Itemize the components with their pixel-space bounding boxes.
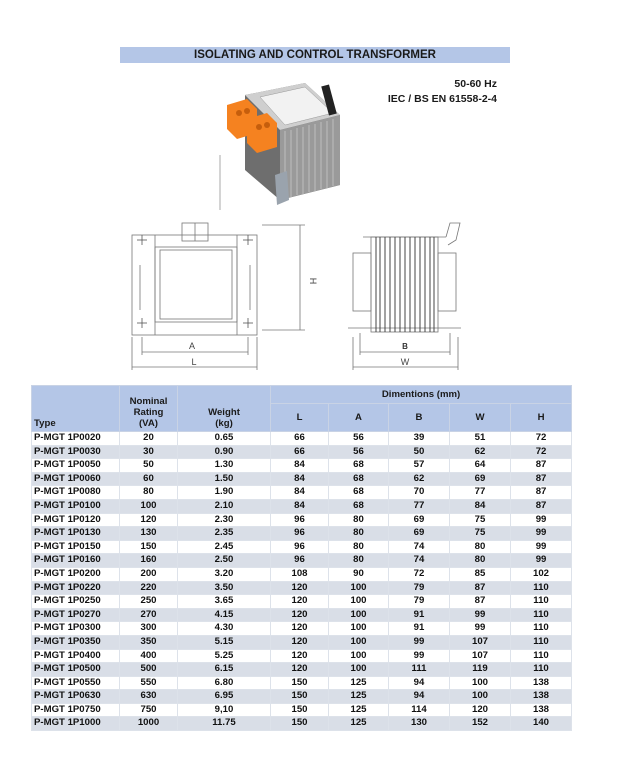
- cell-l: 120: [271, 649, 329, 663]
- cell-type: P-MGT 1P0160: [32, 554, 120, 568]
- cell-weight: 11.75: [178, 717, 271, 731]
- cell-b: 74: [389, 540, 450, 554]
- cell-weight: 4.30: [178, 622, 271, 636]
- cell-l: 150: [271, 690, 329, 704]
- header-weight: [178, 386, 271, 432]
- cell-w: 99: [450, 608, 511, 622]
- table-row: [32, 581, 572, 595]
- header-a: A: [329, 404, 389, 432]
- cell-l: 66: [271, 432, 329, 446]
- cell-rating: 400: [120, 649, 178, 663]
- cell-w: 107: [450, 649, 511, 663]
- cell-weight: 6.15: [178, 663, 271, 677]
- cell-weight: 2.35: [178, 527, 271, 541]
- cell-b: 130: [389, 717, 450, 731]
- cell-b: 62: [389, 472, 450, 486]
- cell-h: 99: [511, 527, 572, 541]
- cell-l: 120: [271, 608, 329, 622]
- cell-b: 79: [389, 595, 450, 609]
- cell-type: P-MGT 1P0300: [32, 622, 120, 636]
- document-title: ISOLATING AND CONTROL TRANSFORMER: [120, 47, 510, 63]
- cell-w: 99: [450, 622, 511, 636]
- standard-spec: IEC / BS EN 61558-2-4: [387, 93, 497, 105]
- cell-a: 100: [329, 622, 389, 636]
- cell-l: 84: [271, 472, 329, 486]
- cell-weight: 1.90: [178, 486, 271, 500]
- table-row: [32, 567, 572, 581]
- cell-h: 140: [511, 717, 572, 731]
- cell-b: 111: [389, 663, 450, 677]
- cell-l: 150: [271, 703, 329, 717]
- cell-rating: 20: [120, 432, 178, 446]
- cell-rating: 300: [120, 622, 178, 636]
- cell-l: 120: [271, 595, 329, 609]
- cell-rating: 200: [120, 567, 178, 581]
- cell-b: 77: [389, 499, 450, 513]
- cell-l: 96: [271, 527, 329, 541]
- table-row: [32, 445, 572, 459]
- cell-h: 72: [511, 445, 572, 459]
- table-row: [32, 703, 572, 717]
- cell-a: 56: [329, 432, 389, 446]
- cell-rating: 150: [120, 540, 178, 554]
- cell-l: 120: [271, 635, 329, 649]
- cell-a: 100: [329, 663, 389, 677]
- cell-type: P-MGT 1P0220: [32, 581, 120, 595]
- cell-w: 87: [450, 595, 511, 609]
- cell-weight: 0.65: [178, 432, 271, 446]
- cell-h: 138: [511, 690, 572, 704]
- cell-type: P-MGT 1P0030: [32, 445, 120, 459]
- cell-h: 110: [511, 635, 572, 649]
- cell-rating: 220: [120, 581, 178, 595]
- header-nominal-rating: [120, 386, 178, 432]
- cell-rating: 130: [120, 527, 178, 541]
- dimension-label-h: H: [308, 277, 318, 285]
- cell-b: 74: [389, 554, 450, 568]
- table-row: [32, 527, 572, 541]
- header-w: W: [450, 404, 511, 432]
- header-dimensions: Dimentions (mm): [271, 386, 572, 404]
- cell-h: 99: [511, 513, 572, 527]
- cell-l: 84: [271, 499, 329, 513]
- cell-rating: 160: [120, 554, 178, 568]
- cell-b: 69: [389, 527, 450, 541]
- cell-type: P-MGT 1P0750: [32, 703, 120, 717]
- cell-h: 99: [511, 540, 572, 554]
- cell-rating: 250: [120, 595, 178, 609]
- cell-rating: 30: [120, 445, 178, 459]
- cell-w: 107: [450, 635, 511, 649]
- cell-a: 100: [329, 595, 389, 609]
- cell-a: 68: [329, 472, 389, 486]
- cell-b: 94: [389, 690, 450, 704]
- cell-a: 80: [329, 513, 389, 527]
- table-row: [32, 622, 572, 636]
- cell-w: 64: [450, 459, 511, 473]
- cell-type: P-MGT 1P0050: [32, 459, 120, 473]
- cell-h: 110: [511, 608, 572, 622]
- table-row: [32, 540, 572, 554]
- table-row: [32, 635, 572, 649]
- side-view-drawing: [338, 215, 468, 375]
- table-row: [32, 432, 572, 446]
- cell-type: P-MGT 1P0630: [32, 690, 120, 704]
- cell-a: 90: [329, 567, 389, 581]
- cell-rating: 630: [120, 690, 178, 704]
- cell-b: 72: [389, 567, 450, 581]
- cell-w: 87: [450, 581, 511, 595]
- cell-b: 94: [389, 676, 450, 690]
- cell-a: 100: [329, 649, 389, 663]
- cell-b: 69: [389, 513, 450, 527]
- cell-rating: 120: [120, 513, 178, 527]
- table-row: [32, 513, 572, 527]
- cell-a: 100: [329, 635, 389, 649]
- cell-h: 102: [511, 567, 572, 581]
- table-row: [32, 676, 572, 690]
- cell-h: 72: [511, 432, 572, 446]
- cell-l: 120: [271, 622, 329, 636]
- table-row: [32, 649, 572, 663]
- header-weight-line1: Weight: [208, 407, 240, 418]
- cell-type: P-MGT 1P0500: [32, 663, 120, 677]
- cell-type: P-MGT 1P0250: [32, 595, 120, 609]
- dimension-label-b: B: [402, 342, 408, 351]
- cell-a: 125: [329, 703, 389, 717]
- cell-type: P-MGT 1P0550: [32, 676, 120, 690]
- cell-a: 68: [329, 486, 389, 500]
- cell-rating: 350: [120, 635, 178, 649]
- dimension-label-a: A: [188, 341, 196, 351]
- cell-w: 80: [450, 540, 511, 554]
- cell-weight: 2.30: [178, 513, 271, 527]
- cell-b: 91: [389, 608, 450, 622]
- table-row: [32, 499, 572, 513]
- header-rating-line1: Nominal: [129, 396, 168, 407]
- cell-a: 80: [329, 527, 389, 541]
- cell-w: 80: [450, 554, 511, 568]
- specification-table: [31, 385, 572, 731]
- cell-w: 84: [450, 499, 511, 513]
- table-body: [32, 432, 572, 731]
- cell-b: 99: [389, 649, 450, 663]
- cell-l: 120: [271, 663, 329, 677]
- cell-l: 108: [271, 567, 329, 581]
- table-row: [32, 459, 572, 473]
- cell-w: 120: [450, 703, 511, 717]
- cell-a: 56: [329, 445, 389, 459]
- cell-a: 80: [329, 554, 389, 568]
- cell-h: 87: [511, 499, 572, 513]
- header-rating-line2: Rating: [133, 407, 164, 418]
- cell-w: 119: [450, 663, 511, 677]
- cell-h: 87: [511, 472, 572, 486]
- cell-h: 110: [511, 649, 572, 663]
- cell-rating: 500: [120, 663, 178, 677]
- dimension-label-w: W: [400, 357, 410, 367]
- table-row: [32, 690, 572, 704]
- cell-w: 62: [450, 445, 511, 459]
- cell-rating: 550: [120, 676, 178, 690]
- cell-w: 100: [450, 690, 511, 704]
- cell-b: 79: [389, 581, 450, 595]
- table-row: [32, 608, 572, 622]
- cell-h: 87: [511, 486, 572, 500]
- cell-weight: 4.15: [178, 608, 271, 622]
- cell-type: P-MGT 1P1000: [32, 717, 120, 731]
- cell-a: 125: [329, 717, 389, 731]
- cell-type: P-MGT 1P0350: [32, 635, 120, 649]
- cell-b: 114: [389, 703, 450, 717]
- cell-type: P-MGT 1P0400: [32, 649, 120, 663]
- cell-w: 75: [450, 513, 511, 527]
- cell-weight: 2.10: [178, 499, 271, 513]
- table-row: [32, 472, 572, 486]
- cell-a: 68: [329, 499, 389, 513]
- cell-type: P-MGT 1P0130: [32, 527, 120, 541]
- cell-w: 152: [450, 717, 511, 731]
- cell-h: 110: [511, 581, 572, 595]
- cell-rating: 1000: [120, 717, 178, 731]
- cell-type: P-MGT 1P0080: [32, 486, 120, 500]
- cell-type: P-MGT 1P0120: [32, 513, 120, 527]
- cell-b: 99: [389, 635, 450, 649]
- cell-a: 100: [329, 608, 389, 622]
- cell-h: 110: [511, 622, 572, 636]
- cell-type: P-MGT 1P0100: [32, 499, 120, 513]
- header-l: L: [271, 404, 329, 432]
- cell-weight: 5.15: [178, 635, 271, 649]
- cell-weight: 5.25: [178, 649, 271, 663]
- table-row: [32, 486, 572, 500]
- cell-l: 150: [271, 676, 329, 690]
- cell-weight: 6.80: [178, 676, 271, 690]
- cell-w: 85: [450, 567, 511, 581]
- cell-b: 50: [389, 445, 450, 459]
- frequency-spec: 50-60 Hz: [454, 78, 497, 90]
- cell-a: 68: [329, 459, 389, 473]
- cell-a: 125: [329, 690, 389, 704]
- cell-rating: 60: [120, 472, 178, 486]
- table-row: [32, 554, 572, 568]
- cell-weight: 3.20: [178, 567, 271, 581]
- cell-type: P-MGT 1P0060: [32, 472, 120, 486]
- cell-l: 84: [271, 486, 329, 500]
- cell-type: P-MGT 1P0270: [32, 608, 120, 622]
- cell-h: 110: [511, 595, 572, 609]
- header-h: H: [511, 404, 572, 432]
- cell-w: 75: [450, 527, 511, 541]
- dimension-label-l: L: [191, 357, 197, 367]
- header-type: Type: [32, 386, 120, 432]
- cell-weight: 1.30: [178, 459, 271, 473]
- cell-weight: 9,10: [178, 703, 271, 717]
- cell-weight: 6.95: [178, 690, 271, 704]
- header-weight-line2: (kg): [215, 418, 233, 429]
- table-row: [32, 663, 572, 677]
- cell-h: 110: [511, 663, 572, 677]
- header-rating-line3: (VA): [138, 418, 158, 429]
- cell-weight: 0.90: [178, 445, 271, 459]
- cell-l: 120: [271, 581, 329, 595]
- cell-b: 39: [389, 432, 450, 446]
- cell-l: 66: [271, 445, 329, 459]
- cell-l: 150: [271, 717, 329, 731]
- cell-weight: 2.45: [178, 540, 271, 554]
- cell-b: 57: [389, 459, 450, 473]
- cell-weight: 3.50: [178, 581, 271, 595]
- cell-h: 138: [511, 703, 572, 717]
- front-view-drawing: [120, 215, 330, 375]
- cell-l: 84: [271, 459, 329, 473]
- cell-w: 100: [450, 676, 511, 690]
- cell-w: 77: [450, 486, 511, 500]
- header-b: B: [389, 404, 450, 432]
- cell-w: 51: [450, 432, 511, 446]
- cell-rating: 270: [120, 608, 178, 622]
- cell-b: 70: [389, 486, 450, 500]
- cell-l: 96: [271, 554, 329, 568]
- cell-weight: 1.50: [178, 472, 271, 486]
- cell-weight: 3.65: [178, 595, 271, 609]
- cell-rating: 100: [120, 499, 178, 513]
- cell-rating: 80: [120, 486, 178, 500]
- cell-b: 91: [389, 622, 450, 636]
- cell-rating: 750: [120, 703, 178, 717]
- cell-a: 80: [329, 540, 389, 554]
- table-row: [32, 595, 572, 609]
- table-row: [32, 717, 572, 731]
- cell-type: P-MGT 1P0020: [32, 432, 120, 446]
- cell-l: 96: [271, 513, 329, 527]
- transformer-photo: [205, 75, 345, 210]
- cell-h: 99: [511, 554, 572, 568]
- cell-type: P-MGT 1P0150: [32, 540, 120, 554]
- cell-a: 125: [329, 676, 389, 690]
- cell-type: P-MGT 1P0200: [32, 567, 120, 581]
- cell-h: 138: [511, 676, 572, 690]
- cell-weight: 2.50: [178, 554, 271, 568]
- cell-rating: 50: [120, 459, 178, 473]
- cell-a: 100: [329, 581, 389, 595]
- cell-w: 69: [450, 472, 511, 486]
- cell-l: 96: [271, 540, 329, 554]
- cell-h: 87: [511, 459, 572, 473]
